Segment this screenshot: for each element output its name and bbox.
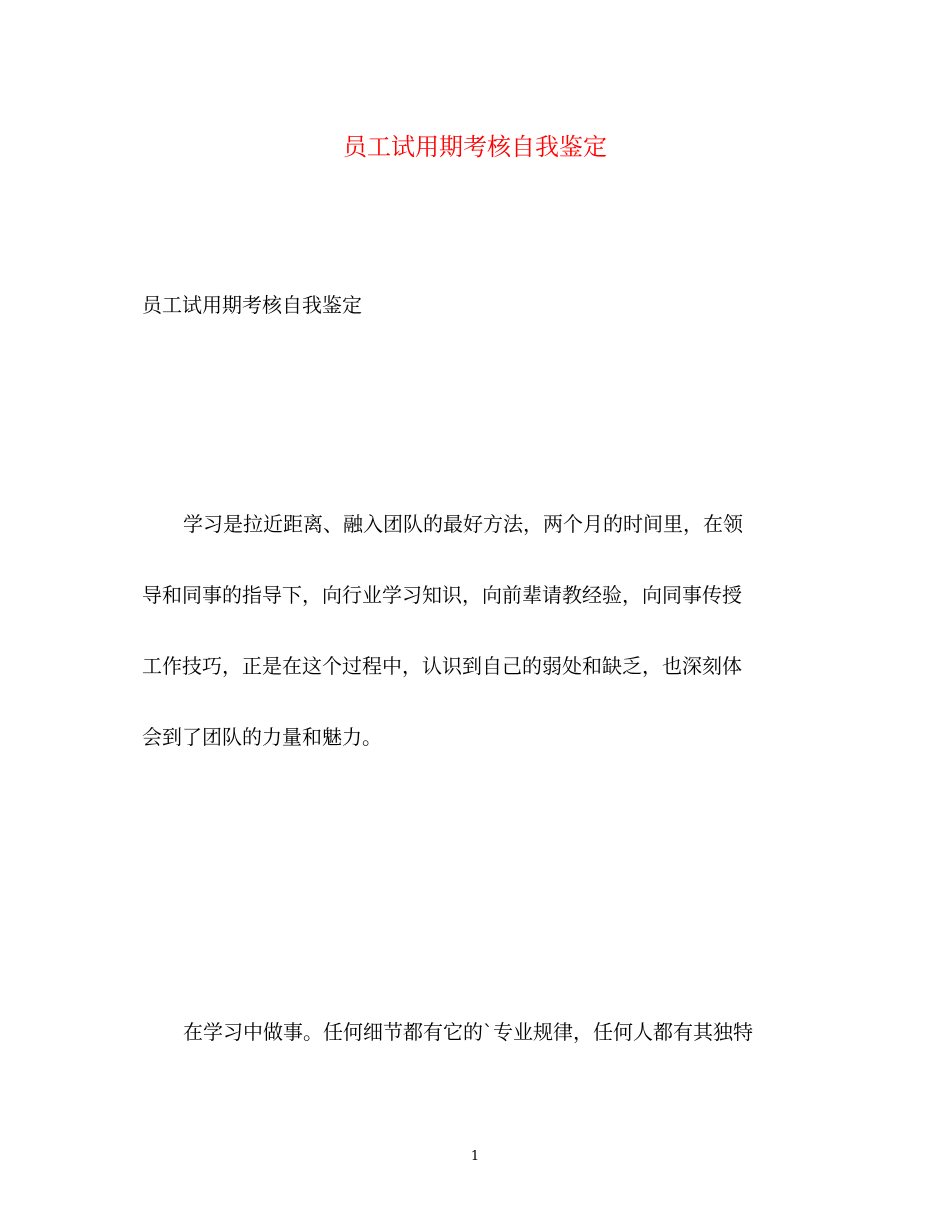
paragraph-1-line-2: 导和同事的指导下，向行业学习知识，向前辈请教经验，向同事传授 [142, 583, 742, 607]
paragraph-1-line-3: 工作技巧，正是在这个过程中，认识到自己的弱处和缺乏，也深刻体 [142, 654, 742, 678]
paragraph-1-line-1: 学习是拉近距离、融入团队的最好方法，两个月的时间里，在领 [183, 512, 743, 536]
paragraph-2-line-1: 在学习中做事。任何细节都有它的`专业规律，任何人都有其独特 [183, 1020, 753, 1044]
document-subtitle: 员工试用期考核自我鉴定 [142, 293, 362, 317]
document-title: 员工试用期考核自我鉴定 [343, 133, 607, 161]
paragraph-1-line-4: 会到了团队的力量和魅力。 [142, 725, 382, 749]
page-number: 1 [470, 1149, 480, 1164]
